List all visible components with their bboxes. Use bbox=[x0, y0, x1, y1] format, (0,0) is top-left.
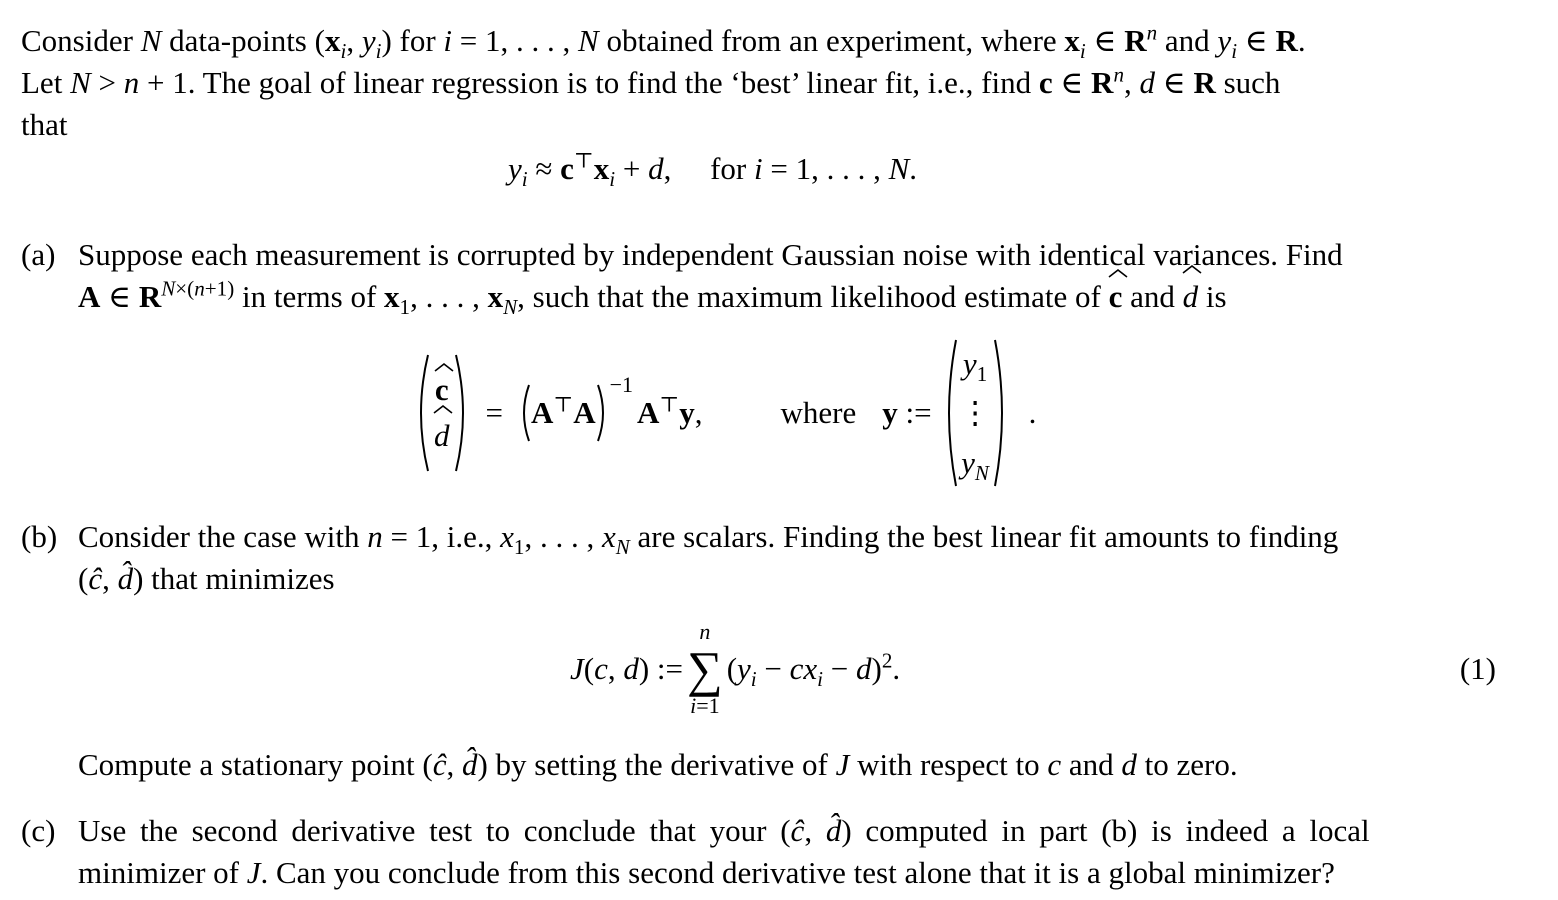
equation-number: (1) bbox=[1459, 651, 1496, 686]
part-a-line-2: A ∈ $R^{N\times(n+1)}$ in terms of $x_1$, . . . , $x_N$, such that the maximum likelihood estimate of c and d is bbox=[78, 276, 1495, 318]
part-b-label: (b) bbox=[21, 519, 58, 554]
part-c-label: (c) bbox=[21, 813, 56, 848]
part-b bbox=[21, 516, 1495, 600]
intro-paragraph bbox=[21, 20, 1495, 146]
part-b-line-3: Compute a stationary point (ĉ, d̂) by setting the derivative of J with respect to c and d to zero. bbox=[78, 747, 1238, 782]
part-a-label: (a) bbox=[21, 237, 56, 272]
part-b-line-1: Consider the case with n = 1, i.e., $x_1$, . . . , $x_N$ are scalars. Finding the best linear fit amounts to finding bbox=[78, 519, 1339, 560]
intro-line-3: that bbox=[21, 107, 68, 143]
part-c-line-2: minimizer of J. Can you conclude from this second derivative test alone that it is a global minimizer? bbox=[78, 855, 1335, 891]
part-a bbox=[21, 234, 1495, 318]
part-c bbox=[21, 810, 1495, 894]
intro-line-1: Consider N data-points ($x_i$, $y_i$) for i = 1, . . . , N obtained from an experiment, where $x_i$ ∈ $R^n$ and $y_i$ ∈ R. bbox=[21, 20, 1306, 64]
intro-line-2: Let N > n + 1. The goal of linear regression is to find the ‘best’ linear fit, i.e., find c ∈ $R^n$, d ∈ R such bbox=[21, 62, 1281, 101]
part-a-equation: c d = A⊤A −1 A⊤y, where y := $y_1$ ⋮ $y_N$ . bbox=[412, 338, 1036, 488]
main-equation: $y_i \approx c^⊤x_i + d$, for i = 1, . . . , N. bbox=[508, 148, 918, 192]
right-paren-svg bbox=[452, 353, 472, 473]
part-b-line-2: (ĉ, d̂) that minimizes bbox=[78, 561, 335, 597]
part-c-line-1: Use the second derivative test to conclude that your (ĉ, d̂) computed in part (b) is indeed a local bbox=[78, 813, 1370, 848]
equation-1: J(c, d) := n ∑ i=1 $(y_i - cx_i - d)^2$. bbox=[570, 618, 901, 719]
left-paren-svg bbox=[412, 353, 432, 473]
part-a-line-1: Suppose each measurement is corrupted by independent Gaussian noise with identical variances. Find bbox=[78, 237, 1343, 272]
